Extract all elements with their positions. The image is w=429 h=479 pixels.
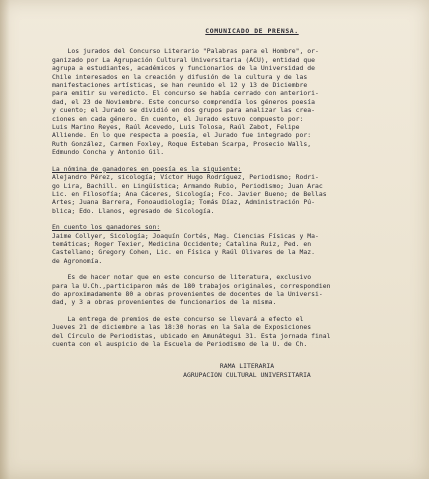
typewritten-text <box>52 27 412 380</box>
poetry-winners-label: La nómina de ganadores en poesía es la siguiente: <box>52 164 242 173</box>
intro-paragraph: Los jurados del Concurso Literario "Palabras para el Hombre", or- ganizado por La Agrupación Cultural Universitaria (ACU), entidad que agrupa a estudiantes, académicos y funcionarios de la Universidad de Chile interesados en la creación y difusión de la cultura y de las manifestaciones artísticas, se han reunido el 12 y 13 de Diciembre para emitir su veredicto. El concurso se había cerrado con anteriori- dad, el 23 de Noviembre. Este concurso comprendía los géneros poesía y cuento; el Jurado se dividió en dos grupos para analizar las crea- ciones en cada género. En cuento, el Jurado estuvo compuesto por: Luis Marino Reyes, Raúl Acevedo, Luis Tolosa, Raúl Zabot, Felipe Alliende. En lo que respecta a poesía, el Jurado fue integrado por: Ruth González, Carmen Foxley, Roque Esteban Scarpa, Prosecio Walls, Edmundo Concha y Antonio Gil. <box>52 47 319 157</box>
participation-paragraph: Es de hacer notar que en este concurso de literatura, exclusivo para la U.Ch.,participaron más de 180 trabajos originales, correspondien do aproximadamente 80 a obras provenientes de docentes de la Universi- dad, y 3 a obras provenientes de funcionarios de la misma. <box>52 273 331 307</box>
signature-line-2: AGRUPACION CULTURAL UNIVERSITARIA <box>183 371 311 379</box>
story-winners-paragraph <box>52 223 412 265</box>
story-winners-label: En cuento los ganadores son: <box>52 223 161 232</box>
paper-edge-shadow <box>0 0 10 479</box>
story-winners-list: Jaime Collyer, Sicología; Joaquín Cortés, Mag. Ciencias Físicas y Ma- temáticas; Roger Texier, Medicina Occidente; Catalina Ruiz, Ped. en Castellano; Gregory Cohen, Lic. en Física y Raúl Olivares de la Maz. de Agronomía. <box>52 231 319 265</box>
poetry-winners-list: Alejandro Pérez, sicología; Víctor Hugo Rodríguez, Periodismo; Rodri- go Lira, Bachill. en Lingüística; Armando Rubio, Periodismo; Juan Arac Lic. en Filosofía; Ana Cáceres, Sicología; Fco. Javier Bueno; de Bellas Artes; Juana Barrera, Fonoaudiología; Tomás Díaz, Administración Pú- blica; Edo. Llanos, egresado de Sicología. <box>52 173 327 215</box>
poetry-winners-paragraph <box>52 165 412 215</box>
document-title: COMUNICADO DE PRENSA. <box>205 27 299 35</box>
signature-block <box>52 362 412 379</box>
awards-ceremony-paragraph: La entrega de premios de este concurso se llevará a efecto el Jueves 21 de diciembre a las 18:30 horas en la Sala de Exposiciones del Círculo de Periodistas, ubicado en Amunátegui 31. Esta jornada final cuenta con el auspicio de la Escuela de Periodismo de la U. de Ch. <box>52 314 331 348</box>
signature-line-1: RAMA LITERARIA <box>219 362 275 371</box>
